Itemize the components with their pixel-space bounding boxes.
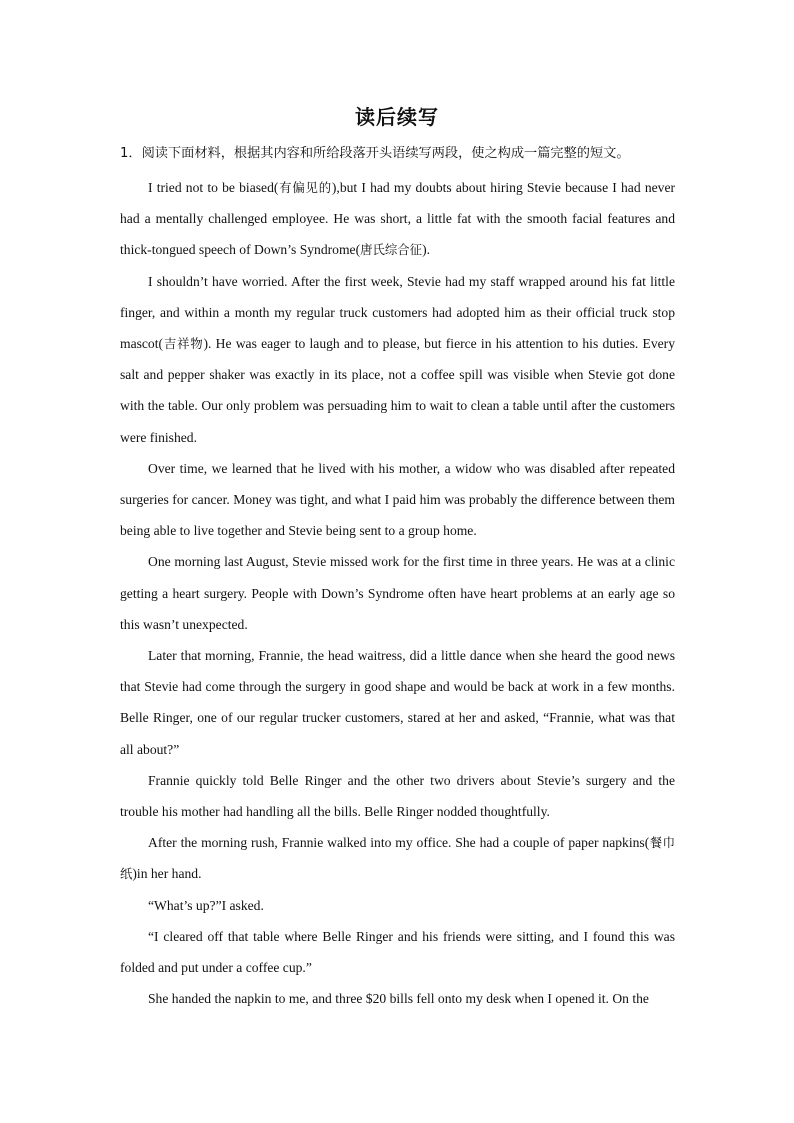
passage-paragraph-2: I shouldn’t have worried. After the first week, Stevie had my staff wrapped around his fat little finger, and within a month my regular truck customers had adopted him as their official truck stop mascot(吉祥物). He was eager to laugh and to please, but fierce in his attention to his duties. Every salt and pepper shaker was exactly in its place, not a coffee spill was visible when Stevie got done with the table. Our only problem was persuading him to wait to clean a table until after the customers were finished. <box>120 273 676 445</box>
passage-paragraph-5: Later that morning, Frannie, the head waitress, did a little dance when she heard the good news that Stevie had come through the surgery in good shape and would be back at work in a few months. Belle Ringer, one of our regular trucker customers, stared at her and asked, “Frannie, what was that all about?” <box>120 648 675 757</box>
passage-body <box>120 172 675 1014</box>
passage-paragraph-4: One morning last August, Stevie missed work for the first time in three years. He was at a clinic getting a heart surgery. People with Down’s Syndrome often have heart problems at an early age so this wasn’t unexpected. <box>120 554 675 632</box>
document-title: 读后续写 <box>355 105 439 129</box>
passage-paragraph-7: After the morning rush, Frannie walked into my office. She had a couple of paper napkins(餐巾纸)in her hand. <box>120 835 675 882</box>
passage-paragraph-1: I tried not to be biased(有偏见的),but I had my doubts about hiring Stevie because I had never had a mentally challenged employee. He was short, a little fat with the smooth facial features and thick-tongued speech of Down’s Syndrome(唐氏综合征). <box>120 180 676 258</box>
passage-paragraph-3: Over time, we learned that he lived with his mother, a widow who was disabled after repeated surgeries for cancer. Money was tight, and what I paid him was probably the difference between them being able to live together and Stevie being sent to a group home. <box>120 460 675 539</box>
passage-paragraph-9: “I cleared off that table where Belle Ringer and his friends were sitting, and I found this was folded and put under a coffee cup.” <box>120 928 675 976</box>
passage-paragraph-8: “What’s up?”I asked. <box>148 897 264 913</box>
passage-paragraph-6: Frannie quickly told Belle Ringer and the other two drivers about Stevie’s surgery and the trouble his mother had handling all the bills. Belle Ringer nodded thoughtfully. <box>120 772 675 820</box>
passage-paragraph-10: She handed the napkin to me, and three $20 bills fell onto my desk when I opened it. On the <box>148 991 649 1007</box>
task-instruction: 1．阅读下面材料，根据其内容和所给段落开头语续写两段，使之构成一篇完整的短文。 <box>120 146 630 161</box>
